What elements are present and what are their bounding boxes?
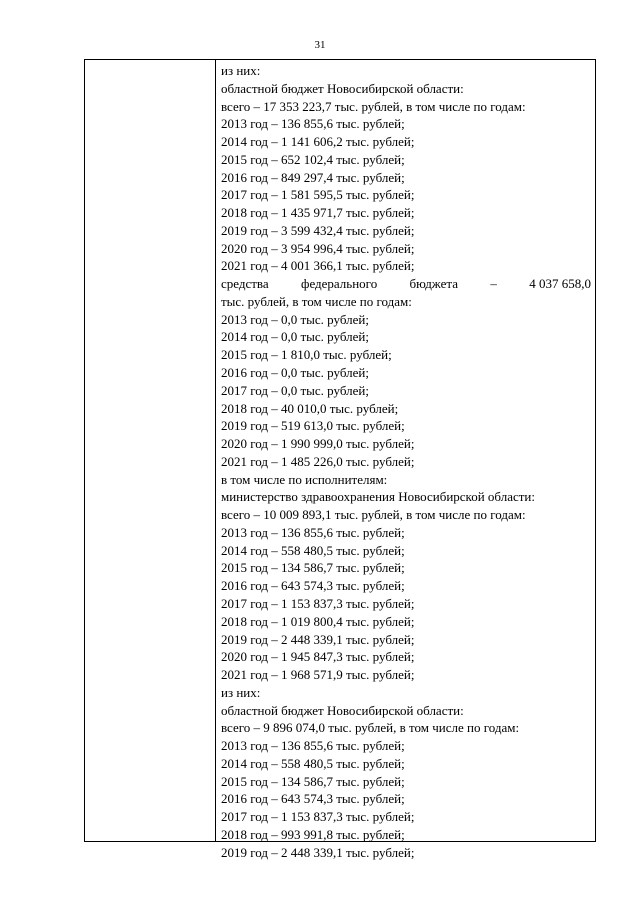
text-line: из них: [221,684,261,700]
text-line: 2016 год – 643 574,3 тыс. рублей; [221,791,405,807]
word-5: 4 037 658,0 [529,276,591,292]
text-block-before [221,62,591,275]
text-line: 2015 год – 1 810,0 тыс. рублей; [221,347,392,363]
text-line: 2014 год – 558 480,5 тыс. рублей; [221,542,405,558]
text-line: 2017 год – 1 153 837,3 тыс. рублей; [221,595,415,611]
text-line: 2017 год – 1 581 595,5 тыс. рублей; [221,187,415,203]
text-line: областной бюджет Новосибирской области: [221,80,464,96]
text-line: 2021 год – 4 001 366,1 тыс. рублей; [221,258,415,274]
text-line: 2013 год – 0,0 тыс. рублей; [221,311,369,327]
table-right-cell [216,60,595,860]
text-line: 2018 год – 1 435 971,7 тыс. рублей; [221,205,415,221]
text-line: 2020 год – 1 945 847,3 тыс. рублей; [221,649,415,665]
text-line: 2021 год – 1 968 571,9 тыс. рублей; [221,667,415,683]
text-line: 2020 год – 1 990 999,0 тыс. рублей; [221,436,415,452]
text-line: 2018 год – 993 991,8 тыс. рублей; [221,826,405,842]
page-number: 31 [314,39,326,51]
text-block-after [221,293,591,862]
text-line: 2014 год – 1 141 606,2 тыс. рублей; [221,134,415,150]
text-line: 2019 год – 519 613,0 тыс. рублей; [221,418,405,434]
text-line: 2018 год – 40 010,0 тыс. рублей; [221,400,399,416]
text-line: 2016 год – 849 297,4 тыс. рублей; [221,169,405,185]
text-line: всего – 17 353 223,7 тыс. рублей, в том числе по годам: [221,98,526,114]
text-line: 2017 год – 0,0 тыс. рублей; [221,382,369,398]
table-left-cell [85,60,216,841]
text-line: областной бюджет Новосибирской области: [221,702,464,718]
text-line: 2015 год – 652 102,4 тыс. рублей; [221,151,405,167]
text-line: 2020 год – 3 954 996,4 тыс. рублей; [221,240,415,256]
text-line: 2019 год – 2 448 339,1 тыс. рублей; [221,631,415,647]
text-line: всего – 10 009 893,1 тыс. рублей, в том числе по годам: [221,507,526,523]
text-line: 2013 год – 136 855,6 тыс. рублей; [221,116,405,132]
text-line: 2015 год – 134 586,7 тыс. рублей; [221,773,405,789]
word-2: федерального [301,276,378,292]
text-line: 2013 год – 136 855,6 тыс. рублей; [221,524,405,540]
funding-table [84,59,596,860]
word-4: – [490,276,497,292]
text-line: тыс. рублей, в том числе по годам: [221,293,412,309]
text-line: 2016 год – 0,0 тыс. рублей; [221,365,369,381]
word-3: бюджета [409,276,459,292]
text-line: 2013 год – 136 855,6 тыс. рублей; [221,738,405,754]
text-line: 2015 год – 134 586,7 тыс. рублей; [221,560,405,576]
text-line: 2014 год – 0,0 тыс. рублей; [221,329,369,345]
text-line: министерство здравоохранения Новосибирской области: [221,489,535,505]
text-line: всего – 9 896 074,0 тыс. рублей, в том числе по годам: [221,720,520,736]
text-line: 2014 год – 558 480,5 тыс. рублей; [221,755,405,771]
text-line: в том числе по исполнителям: [221,471,388,487]
text-line: 2019 год – 2 448 339,1 тыс. рублей; [221,844,415,860]
text-line: 2021 год – 1 485 226,0 тыс. рублей; [221,453,415,469]
word-1: средства [221,276,269,292]
text-line: 2016 год – 643 574,3 тыс. рублей; [221,578,405,594]
federal-budget-line [221,275,591,293]
text-line: 2017 год – 1 153 837,3 тыс. рублей; [221,809,415,825]
text-line: 2018 год – 1 019 800,4 тыс. рублей; [221,613,415,629]
text-line: 2019 год – 3 599 432,4 тыс. рублей; [221,222,415,238]
text-line: из них: [221,63,261,78]
